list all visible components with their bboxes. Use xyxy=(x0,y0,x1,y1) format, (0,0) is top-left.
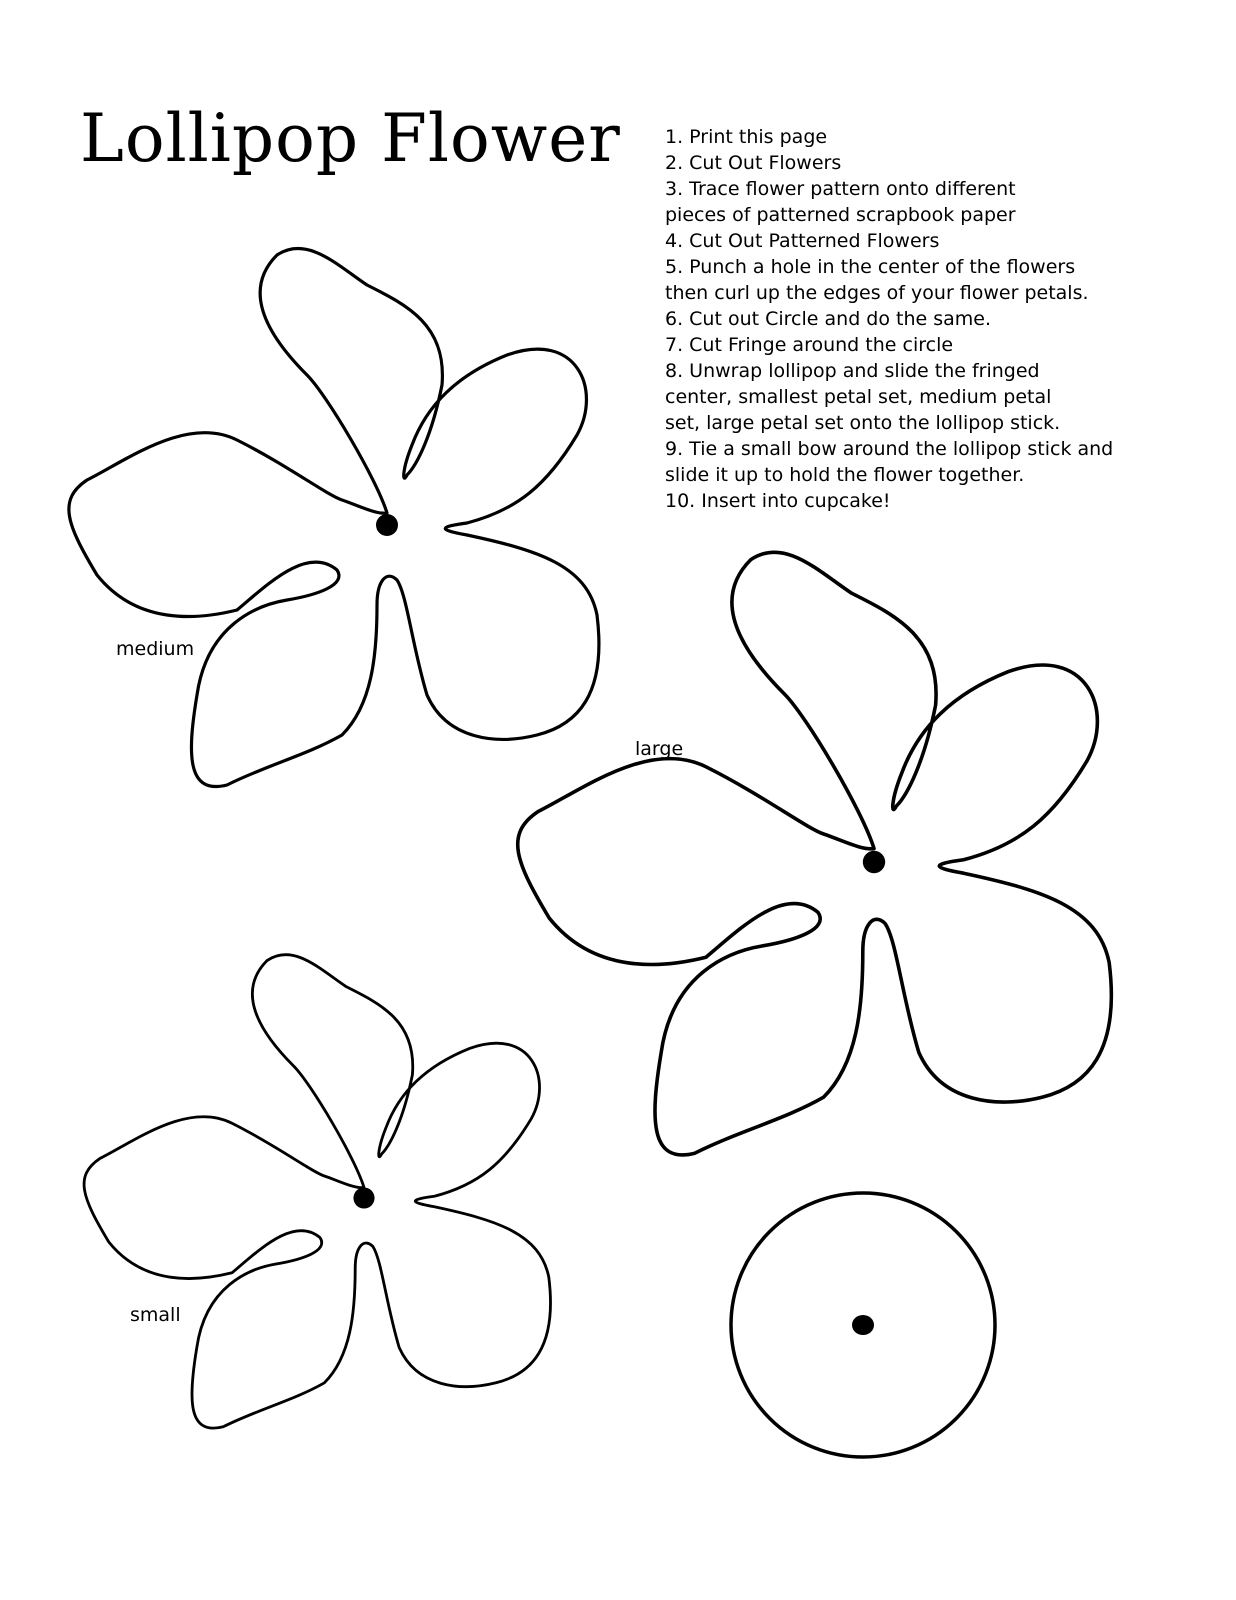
size-label-small: small xyxy=(130,1304,181,1326)
instruction-line: 2. Cut Out Flowers xyxy=(665,152,842,174)
petal-outline xyxy=(84,955,550,1429)
instruction-line: pieces of patterned scrapbook paper xyxy=(665,204,1016,226)
instruction-line: 1. Print this page xyxy=(665,126,828,148)
instruction-line: 7. Cut Fringe around the circle xyxy=(665,334,954,356)
instruction-line: 4. Cut Out Patterned Flowers xyxy=(665,230,940,252)
instruction-line: 3. Trace flower pattern onto different xyxy=(665,178,1016,200)
instruction-line: slide it up to hold the flower together. xyxy=(665,464,1025,486)
center-hole-icon xyxy=(863,851,885,873)
center-hole-icon xyxy=(376,514,398,536)
fringe-circle-pattern xyxy=(713,1175,1013,1475)
petal-outline xyxy=(69,248,599,786)
page-title: Lollipop Flower xyxy=(80,100,621,177)
instruction-line: 10. Insert into cupcake! xyxy=(665,490,891,512)
instruction-line: then curl up the edges of your flower petals. xyxy=(665,282,1089,304)
instruction-line: 5. Punch a hole in the center of the flowers xyxy=(665,256,1076,278)
instruction-line: 9. Tie a small bow around the lollipop stick and xyxy=(665,438,1114,460)
size-label-medium: medium xyxy=(116,638,195,660)
size-label-large: large xyxy=(635,738,684,760)
center-hole-icon xyxy=(852,1315,874,1335)
instruction-line: set, large petal set onto the lollipop stick. xyxy=(665,412,1061,434)
small-flower-pattern xyxy=(14,848,714,1548)
instructions-list xyxy=(665,124,1145,514)
instruction-line: center, smallest petal set, medium petal xyxy=(665,386,1052,408)
center-hole-icon xyxy=(353,1187,374,1208)
instruction-line: 8. Unwrap lollipop and slide the fringed xyxy=(665,360,1040,382)
instruction-line: 6. Cut out Circle and do the same. xyxy=(665,308,992,330)
